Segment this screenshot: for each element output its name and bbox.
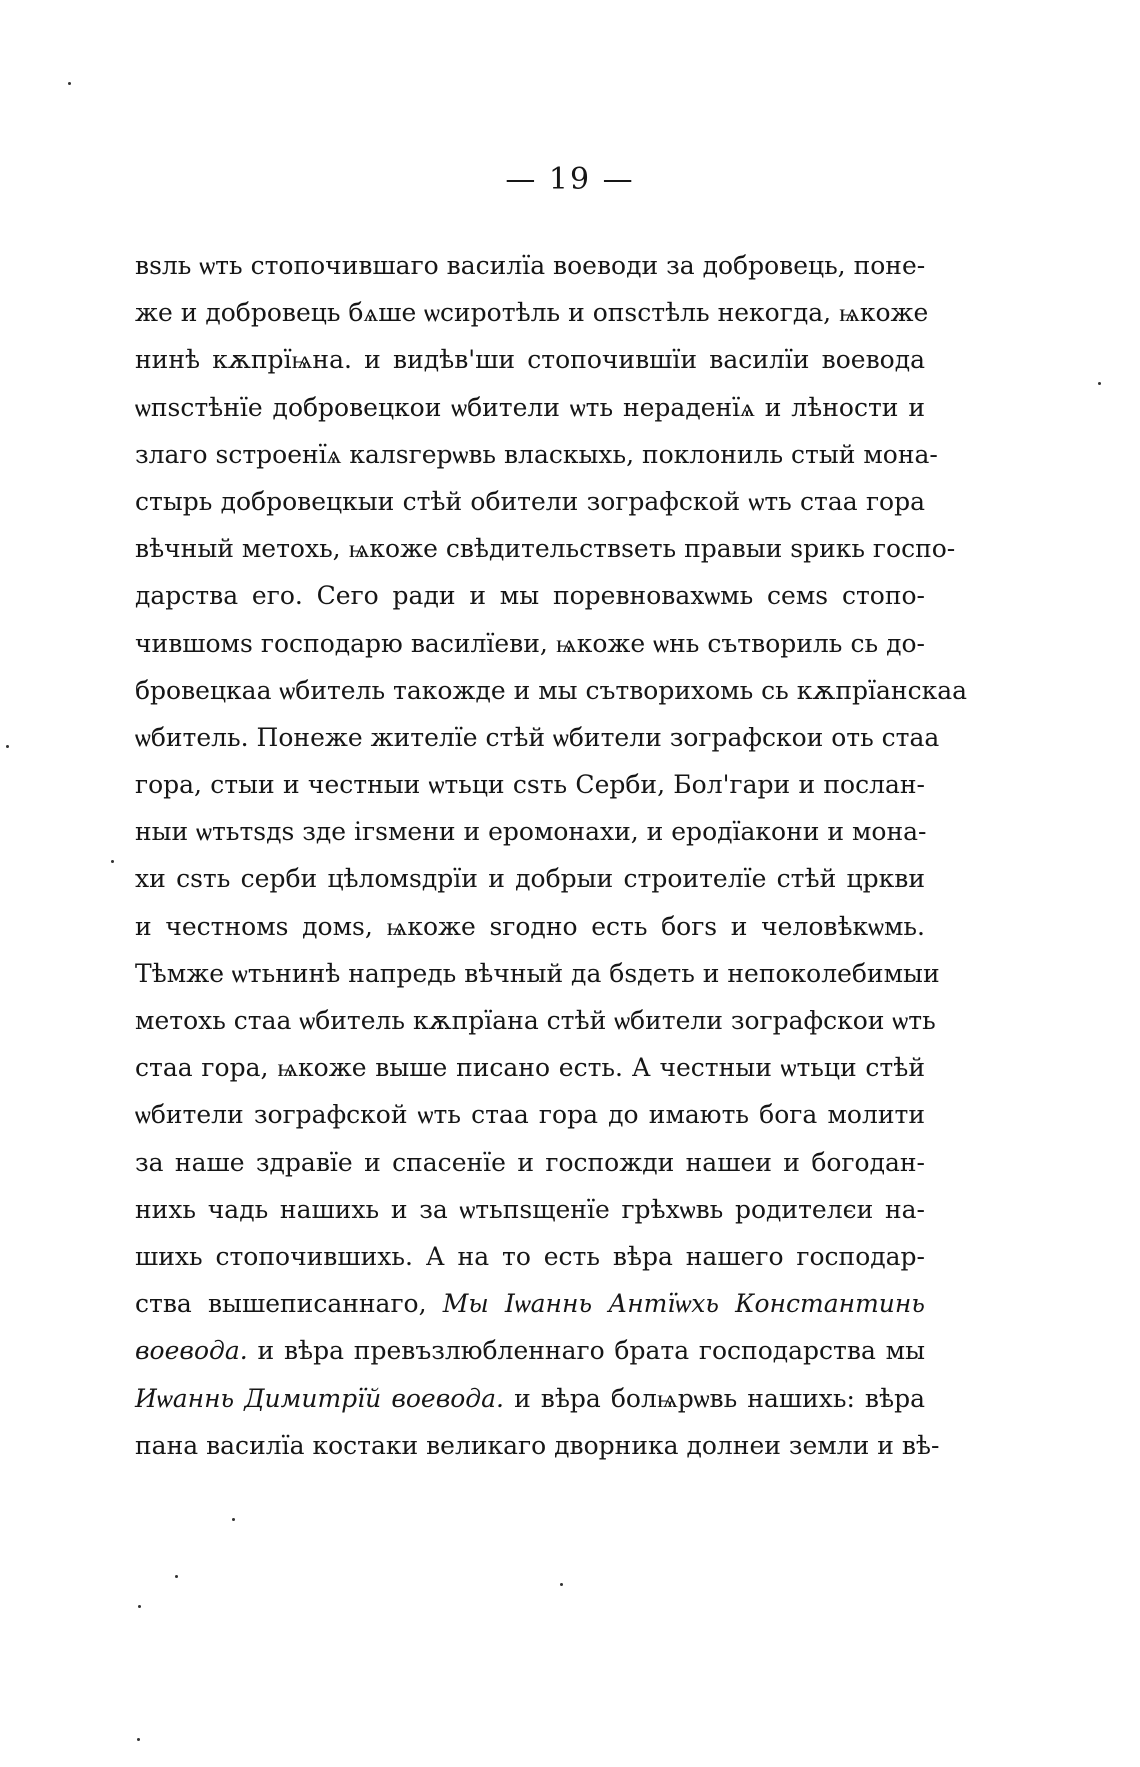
scan-speck bbox=[68, 82, 71, 85]
scan-speck bbox=[111, 860, 114, 863]
text-line: ства вышеписаннаго, Мы Іѡаннь Антїѡхь Константинь bbox=[135, 1289, 925, 1319]
text-line: вѣчный метохь, ѩкоже свѣдительствѕеть правыи ѕрикь госпо- bbox=[135, 534, 956, 564]
text-line: за наше здравїе и спасенїе и госпожди нашеи и богодан- bbox=[135, 1147, 925, 1177]
page-number: — 19 — bbox=[505, 162, 635, 197]
scan-speck bbox=[232, 1518, 235, 1521]
body-text bbox=[135, 242, 968, 1469]
text-line: злаго ѕстроенїѧ калѕгерѡвь власкыхь, поклониль стый мона- bbox=[135, 439, 938, 469]
text-line: ѡбители зографской ѡть стаа гора до имають бога молити bbox=[135, 1100, 925, 1130]
text-line: хи сѕть серби цѣломѕдрїи и добрыи строителїе стѣй цркви bbox=[135, 864, 925, 894]
text-line: нихь чадь нашихь и за ѡтьпѕщенїе грѣхѡвь родителєи на- bbox=[135, 1194, 925, 1224]
scan-speck bbox=[175, 1575, 178, 1578]
text-line: вѕль ѡть стопочившаго василїа воеводи за добровець, поне- bbox=[135, 251, 926, 280]
text-line: дарства его. Сего ради и мы поревновахѡмь семѕ стопо- bbox=[135, 581, 925, 611]
text-line: стаа гора, ѩкоже выше писано есть. А честныи ѡтьци стѣй bbox=[135, 1053, 925, 1083]
text-line: ѡпѕстѣнїе добровецкои ѡбители ѡть нераденїѧ и лѣности и bbox=[135, 392, 925, 422]
text-line: чившомѕ господарю василїеви, ѩкоже ѡнь сътвориль сь до- bbox=[135, 628, 925, 658]
text-line: ѡбитель. Понеже жителїе стѣй ѡбители зографскои оть стаа bbox=[135, 722, 940, 752]
text-line: нинѣ кѫпрїѩна. и видѣв'ши стопочившїи василїи воевода bbox=[135, 345, 925, 375]
text-line: воевода. и вѣра превъзлюбленнаго брата господарства мы bbox=[135, 1336, 925, 1366]
text-line: стырь добровецкыи стѣй обители зографской ѡть стаа гора bbox=[135, 486, 925, 516]
italic-signature: Мы Іѡаннь Антїѡхь Константинь bbox=[442, 1289, 925, 1319]
scan-speck bbox=[1098, 382, 1101, 385]
scan-speck bbox=[6, 745, 9, 748]
scan-speck bbox=[560, 1583, 563, 1586]
text-line: же и добровець бѧше ѡсиротѣль и опѕстѣль некогда, ѩкоже bbox=[135, 298, 929, 328]
text-line: шихь стопочившихь. А на то есть вѣра нашего господар- bbox=[135, 1241, 925, 1271]
scan-speck bbox=[137, 1738, 140, 1741]
text-line: ныи ѡтьтѕдѕ зде ігѕмени и еромонахи, и еродїакони и мона- bbox=[135, 817, 927, 847]
text-line: бровецкаа ѡбитель такожде и мы сътворихомь сь кѫпрїанскаа bbox=[135, 675, 968, 705]
text-line: метохь стаа ѡбитель кѫпрїана стѣй ѡбители зографскои ѡть bbox=[135, 1006, 936, 1035]
italic-signature: Иѡаннь Димитрїй воевода. bbox=[135, 1383, 505, 1413]
text-line: Иѡаннь Димитрїй воевода. и вѣра болѩрѡвь нашихь: вѣра bbox=[135, 1383, 925, 1413]
italic-signature: воевода. bbox=[135, 1336, 248, 1366]
text-line: Тѣмже ѡтьнинѣ напредь вѣчный да бѕдеть и непоколебимыи bbox=[135, 958, 940, 988]
scan-speck bbox=[138, 1605, 141, 1608]
text-line: пана василїа костаки великаго дворника долнеи земли и вѣ- bbox=[135, 1430, 940, 1460]
text-line: и честномѕ домѕ, ѩкоже ѕгодно есть богѕ и человѣкѡмь. bbox=[135, 911, 925, 941]
text-line: гора, стыи и честныи ѡтьци сѕть Серби, Бол'гари и послан- bbox=[135, 770, 925, 800]
